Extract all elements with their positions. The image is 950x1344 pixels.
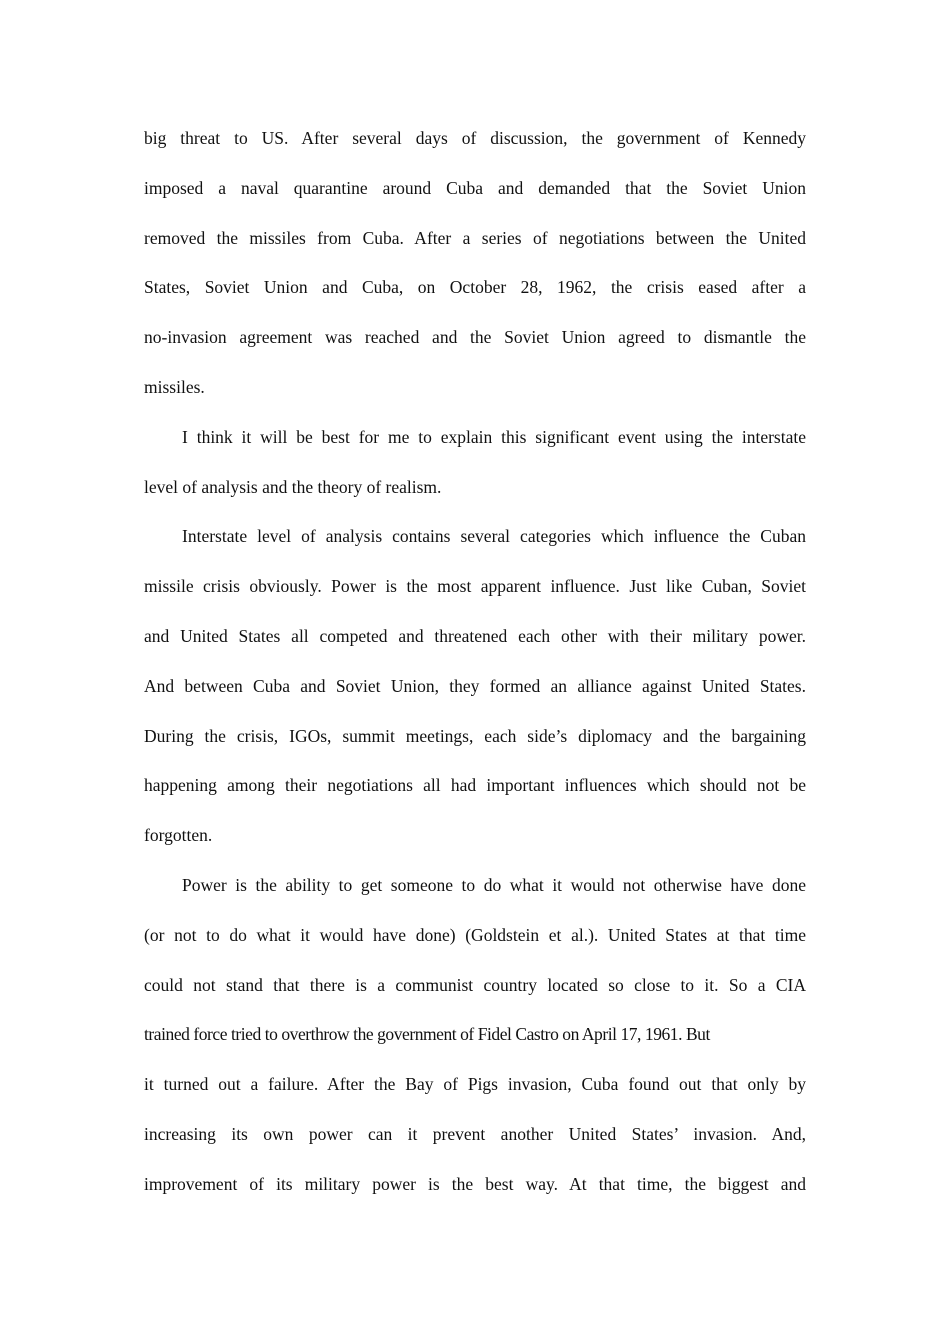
text-line: missiles. <box>144 376 205 397</box>
text-line: increasing its own power can it prevent another United States’ invasion. And, <box>144 1123 806 1144</box>
text-line: imposed a naval quarantine around Cuba and demanded that the Soviet Union <box>144 177 806 198</box>
text-line: trained force tried to overthrow the government of Fidel Castro on April 17, 1961. But <box>144 1024 710 1045</box>
text-line: (or not to do what it would have done) (Goldstein et al.). United States at that time <box>144 924 806 945</box>
text-line: level of analysis and the theory of realism. <box>144 476 442 497</box>
text-line: removed the missiles from Cuba. After a series of negotiations between the United <box>144 227 806 248</box>
text-line: States, Soviet Union and Cuba, on October 28, 1962, the crisis eased after a <box>144 277 806 298</box>
paragraph-2 <box>144 413 806 513</box>
paragraph-1 <box>144 114 806 413</box>
body-text <box>144 114 806 1210</box>
text-line: and United States all competed and threatened each other with their military power. <box>144 625 806 646</box>
text-line: forgotten. <box>144 825 213 846</box>
text-line: no-invasion agreement was reached and the Soviet Union agreed to dismantle the <box>144 327 806 348</box>
text-line: Power is the ability to get someone to do what it would not otherwise have done <box>182 874 806 895</box>
text-line: Interstate level of analysis contains several categories which influence the Cuban <box>182 526 806 547</box>
text-line: improvement of its military power is the best way. At that time, the biggest and <box>144 1173 806 1194</box>
text-line: During the crisis, IGOs, summit meetings, each side’s diplomacy and the bargaining <box>144 725 806 746</box>
paragraph-4 <box>144 861 806 1210</box>
text-line: And between Cuba and Soviet Union, they formed an alliance against United States. <box>144 675 806 696</box>
text-line: big threat to US. After several days of discussion, the government of Kennedy <box>144 128 806 148</box>
text-line: could not stand that there is a communist country located so close to it. So a CIA <box>144 974 806 995</box>
text-line: happening among their negotiations all had important influences which should not be <box>144 775 806 796</box>
paragraph-3 <box>144 512 806 861</box>
text-line: I think it will be best for me to explain this significant event using the interstate <box>182 426 806 447</box>
text-line: missile crisis obviously. Power is the most apparent influence. Just like Cuban, Soviet <box>144 576 806 597</box>
text-line: it turned out a failure. After the Bay of Pigs invasion, Cuba found out that only by <box>144 1074 806 1095</box>
